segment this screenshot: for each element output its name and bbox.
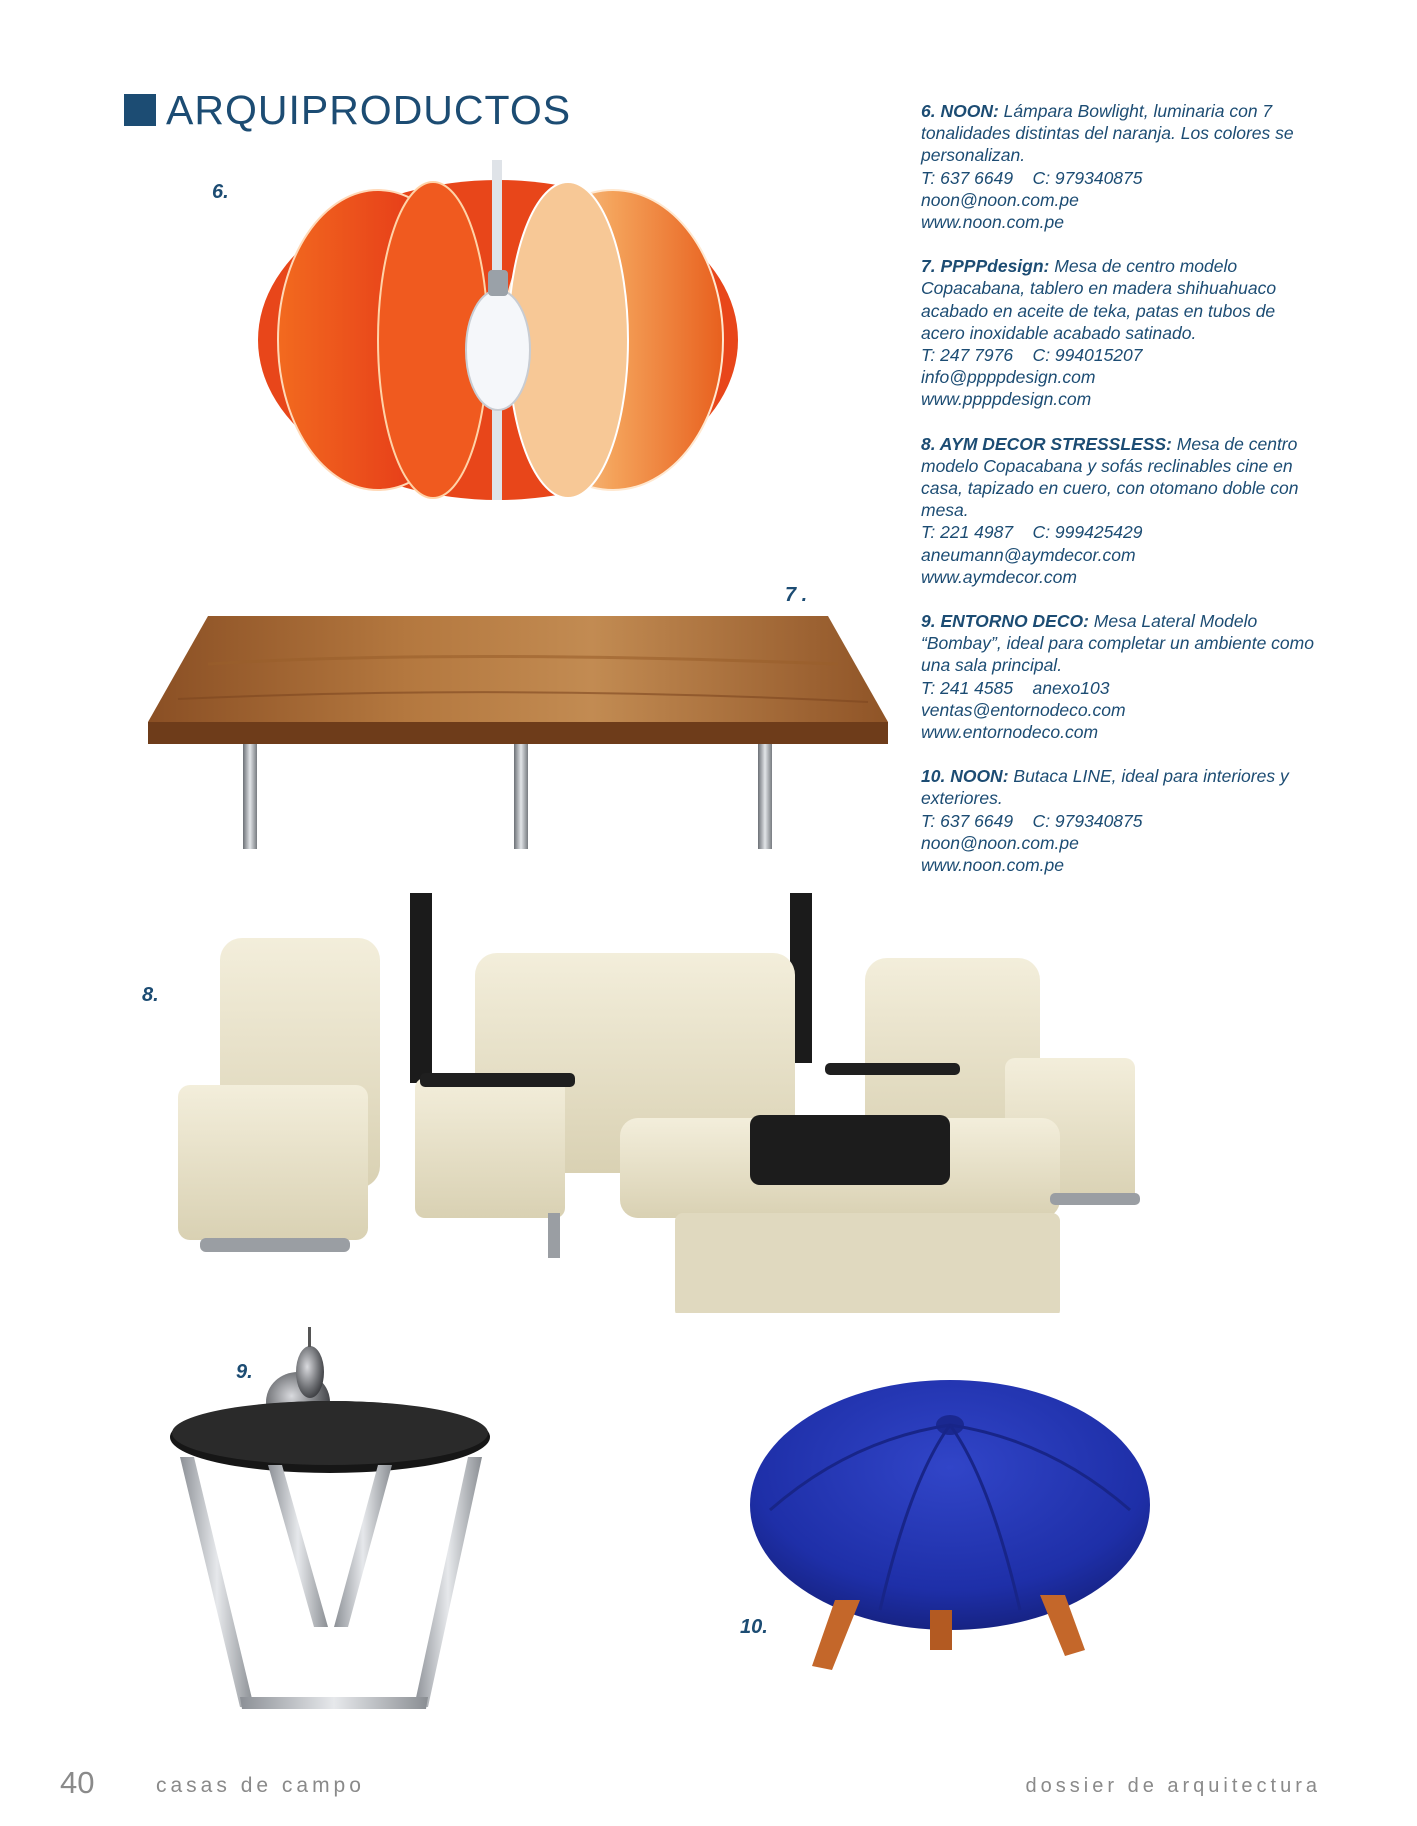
- entry-name: 7. PPPPdesign:: [921, 256, 1050, 277]
- section-footer-label: dossier de arquitectura: [1025, 1775, 1321, 1797]
- entry-website[interactable]: www.noon.com.pe: [921, 212, 1064, 233]
- entry-aym-decor: [921, 433, 1321, 588]
- item-number-8: 8.: [142, 984, 159, 1006]
- entry-website[interactable]: www.entornodeco.com: [921, 722, 1099, 743]
- coffee-table-copacabana-photo: [148, 604, 893, 856]
- section-title: ARQUIPRODUCTOS: [166, 87, 572, 133]
- entry-phone: T: 241 4585 anexo103: [921, 677, 1110, 698]
- entry-noon-lamp: [921, 100, 1321, 233]
- entry-ppppdesign: [921, 255, 1321, 410]
- entry-phone: T: 247 7976 C: 994015207: [921, 345, 1143, 366]
- entry-phone: T: 637 6649 C: 979340875: [921, 810, 1143, 831]
- side-table-bombay-photo: [158, 1327, 503, 1722]
- entry-description: Mesa de centro modelo Copacabana, tablero en madera shihuahuaco acabado en aceite de teka, patas en tubos de acero inoxidable acabado satinado.: [921, 256, 1277, 343]
- entry-website[interactable]: www.ppppdesign.com: [921, 389, 1092, 410]
- entry-website[interactable]: www.noon.com.pe: [921, 855, 1064, 876]
- entry-email[interactable]: aneumann@aymdecor.com: [921, 544, 1136, 565]
- entry-phone: T: 637 6649 C: 979340875: [921, 167, 1143, 188]
- item-number-6: 6.: [212, 181, 229, 203]
- entry-description: Mesa de centro modelo Copacabana y sofás reclinables cine en casa, tapizado en cuero, con otomano doble con mesa.: [921, 433, 1299, 521]
- entry-email[interactable]: noon@noon.com.pe: [921, 832, 1079, 853]
- entry-website[interactable]: www.aymdecor.com: [921, 566, 1077, 587]
- ottoman-line-photo: [730, 1360, 1170, 1680]
- entry-noon-butaca: [921, 765, 1321, 876]
- sofa-set-stressless-photo: [170, 893, 1170, 1313]
- lamp-bowlight-photo: [248, 160, 748, 520]
- entry-phone: T: 221 4987 C: 999425429: [921, 522, 1143, 543]
- product-descriptions: [921, 100, 1321, 898]
- entry-description: Mesa Lateral Modelo “Bombay”, ideal para completar un ambiente como una sala principal.: [921, 611, 1314, 676]
- section-marker: [124, 94, 156, 126]
- entry-email[interactable]: ventas@entornodeco.com: [921, 699, 1126, 720]
- item-number-10: 10.: [740, 1616, 768, 1638]
- entry-email[interactable]: info@ppppdesign.com: [921, 367, 1096, 388]
- entry-name: 8. AYM DECOR STRESSLESS:: [921, 433, 1172, 454]
- magazine-name: casas de campo: [156, 1774, 365, 1797]
- entry-name: 9. ENTORNO DECO:: [921, 611, 1089, 632]
- item-number-7: 7 .: [785, 584, 808, 606]
- entry-description: Lámpara Bowlight, luminaria con 7 tonalidades distintas del naranja. Los colores se personalizan.: [921, 101, 1294, 166]
- entry-name: 10. NOON:: [921, 766, 1009, 787]
- item-number-9: 9.: [236, 1361, 253, 1383]
- page-number: 40: [60, 1765, 95, 1800]
- entry-name: 6. NOON:: [921, 101, 999, 121]
- entry-email[interactable]: noon@noon.com.pe: [921, 189, 1079, 210]
- entry-entorno-deco: [921, 610, 1321, 743]
- entry-description: Butaca LINE, ideal para interiores y exteriores.: [921, 766, 1289, 809]
